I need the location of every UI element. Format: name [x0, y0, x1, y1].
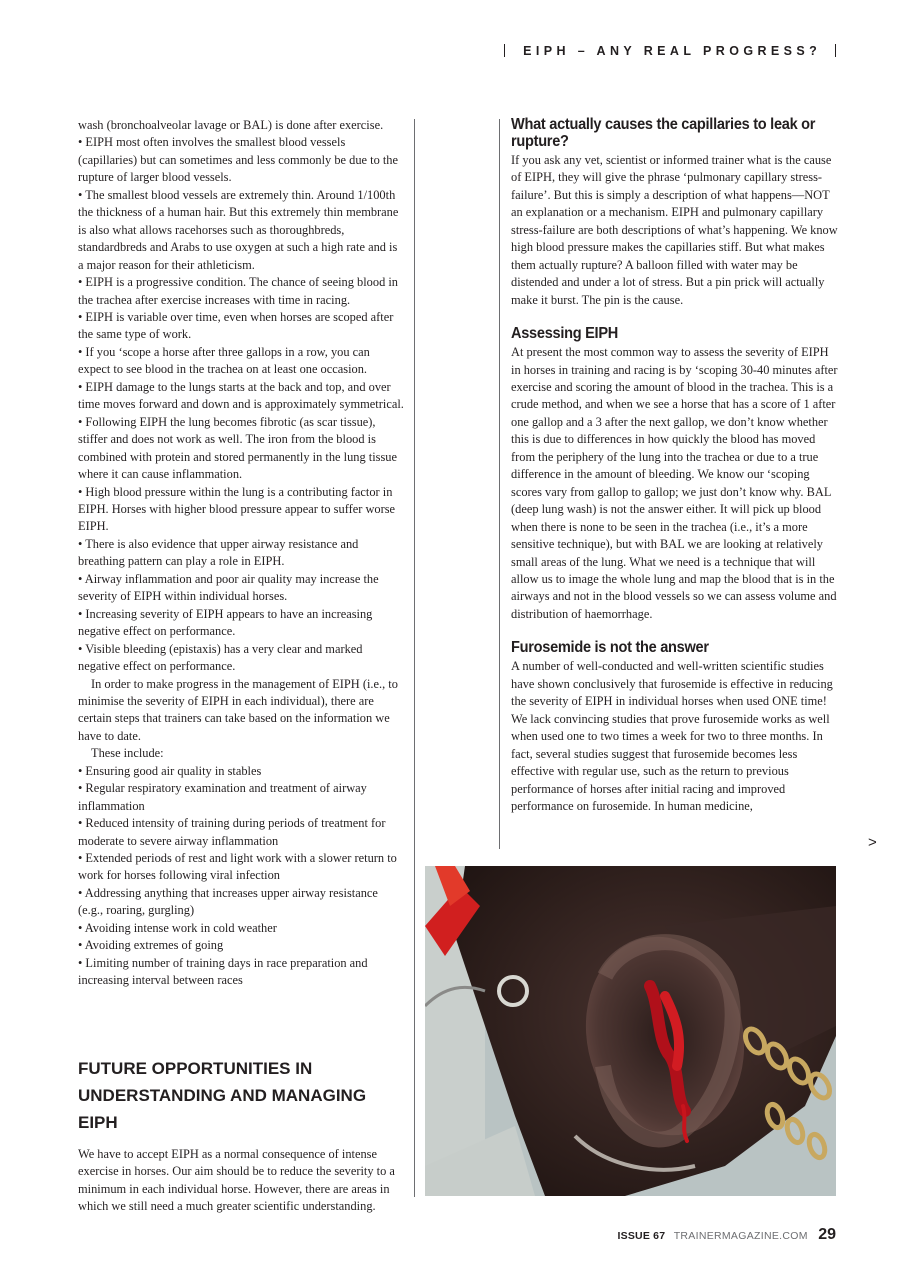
- right-column-rule: [499, 119, 500, 849]
- bullet-item: • There is also evidence that upper airway resistance and breathing pattern can play a role in EIPH.: [78, 536, 359, 569]
- footer-issue: ISSUE 67: [617, 1230, 666, 1242]
- horse-photo-illustration: [425, 866, 836, 1196]
- header-bar-left: [504, 44, 505, 57]
- left-column-rule: [414, 119, 415, 1197]
- causes-heading: What actually causes the capillaries to leak or rupture?: [511, 116, 816, 150]
- page-number: 29: [818, 1226, 836, 1243]
- bullet-item: • Increasing severity of EIPH appears to have an increasing negative effect on performance.: [78, 606, 373, 639]
- future-heading-line2: UNDERSTANDING AND MANAGING EIPH: [78, 1086, 367, 1132]
- horse-nostril-photo: [425, 866, 836, 1196]
- step-item: • Addressing anything that increases upper airway resistance (e.g., roaring, gurgling): [78, 885, 378, 918]
- bullet-item: • Airway inflammation and poor air quality may increase the severity of EIPH within individual horses.: [78, 571, 379, 604]
- bullet-item: • High blood pressure within the lung is a contributing factor in EIPH. Horses with higher blood pressure appear to suffer worse EIPH.: [78, 484, 396, 534]
- continue-arrow-icon[interactable]: >: [868, 834, 877, 851]
- header-bar-right: [835, 44, 836, 57]
- right-column: [511, 116, 841, 815]
- left-column: [78, 117, 404, 990]
- bullet-item: • The smallest blood vessels are extremely thin. Around 1/100th the thickness of a human hair. But this extremely thin membrane is also what allows racehorses such as thoroughbreds, standardbreds and Arabs to use oxygen at such a high rate and is a major reason for their athleticism.: [78, 187, 399, 272]
- bullet-item: • EIPH is variable over time, even when horses are scoped after the same type of work.: [78, 309, 394, 342]
- future-heading-line1: FUTURE OPPORTUNITIES IN: [78, 1059, 313, 1078]
- step-item: • Reduced intensity of training during periods of treatment for moderate to severe airway inflammation: [78, 816, 386, 848]
- assessing-body: At present the most common way to assess the severity of EIPH in horses in training and racing is by ‘scoping 30-40 minutes after exercise and scoring the amount of blood in the trachea. This is a crude method, and when we see a horse that has a score of 1 after one gallop and a 3 after the next gallop, we don’t know whether this is due to differences in how quickly the blood has moved from the periphery of the lung into the trachea or due to a true difference in the amount of bleeding. We know our ‘scoping scores vary from gallop to gallop; we just don’t know why. BAL (deep lung wash) is not the answer either. It will pick up blood when there is none to be seen in the trachea (i.e., it’s a more sensitive technique), but with BAL we are looking at relatively small areas of the lung. What we need is a technique that will allow us to image the whole lung and map the blood that is in the airways and not in the blood vessels so we can assess volume and distribution of haemorrhage.: [511, 345, 838, 621]
- step-item: • Avoiding intense work in cold weather: [78, 920, 277, 935]
- progress-paragraph: In order to make progress in the management of EIPH (i.e., to minimise the severity of EIPH in each individual), there are certain steps that trainers can take based on the information we have to date.: [78, 676, 398, 743]
- causes-body: If you ask any vet, scientist or informed trainer what is the cause of EIPH, they will give the phrase ‘pulmonary capillary stress-failure’. But this is simply a description of what happens—NOT an explanation or a mechanism. EIPH and pulmonary capillary stress-failure are both descriptions of what’s happening. We know high blood pressure makes the capillaries stiff. But what makes them actually rupture? A balloon filled with water may be distended and under a lot of stress. But a pin prick will actually make it burst. The pin is the cause.: [511, 153, 838, 307]
- bullet-item: • Following EIPH the lung becomes fibrotic (as scar tissue), stiffer and does not work as well. The iron from the blood is combined with protein and stored permanently in the lung tissue where it can cause inflammation.: [78, 414, 397, 482]
- page-footer: [618, 1226, 836, 1244]
- step-item: • Avoiding extremes of going: [78, 938, 224, 953]
- footer-site[interactable]: TRAINERMAGAZINE.COM: [673, 1230, 808, 1242]
- header-title: EIPH – ANY REAL PROGRESS?: [523, 44, 822, 58]
- include-label: These include:: [91, 746, 164, 761]
- bullet-item: • EIPH most often involves the smallest blood vessels (capillaries) but can sometimes and less commonly be due to the rupture of larger blood vessels.: [78, 135, 399, 185]
- step-item: • Ensuring good air quality in stables: [78, 763, 262, 778]
- step-item: • Regular respiratory examination and treatment of airway inflammation: [78, 781, 367, 813]
- bullet-item: • If you ‘scope a horse after three gallops in a row, you can expect to see blood in the trachea on at least one occasion.: [78, 344, 370, 377]
- bullet-item: • EIPH is a progressive condition. The chance of seeing blood in the trachea after exercise increases with time in racing.: [78, 275, 398, 307]
- running-header: [504, 44, 836, 58]
- step-item: • Extended periods of rest and light work with a slower return to work for horses following viral infection: [78, 851, 397, 883]
- step-item: • Limiting number of training days in race preparation and increasing interval between races: [78, 955, 368, 988]
- future-body: We have to accept EIPH as a normal consequence of intense exercise in horses. Our aim should be to reduce the severity to a minimum in each individual horse. However, there are areas in which we still need a much greater scientific understanding.: [78, 1147, 395, 1214]
- furosemide-body: A number of well-conducted and well-written scientific studies have shown conclusively that furosemide is effective in reducing the severity of EIPH in individual horses when used ONE time! We lack convincing studies that prove furosemide works as well when used one to two times a week for two to three months. In fact, several studies suggest that furosemide becomes less effective with regular use, such as the return to previous performance of horses after initial racing and improved performance on furosemide. In human medicine,: [511, 659, 833, 813]
- left-line: wash (bronchoalveolar lavage or BAL) is done after exercise.: [78, 118, 384, 132]
- furosemide-heading: Furosemide is not the answer: [511, 639, 709, 657]
- future-section: [78, 1055, 408, 1216]
- assessing-heading: Assessing EIPH: [511, 325, 618, 343]
- bullet-item: • EIPH damage to the lungs starts at the back and top, and over time moves forward and down and is approximately symmetrical.: [78, 379, 404, 412]
- bullet-item: • Visible bleeding (epistaxis) has a very clear and marked negative effect on performance.: [78, 641, 363, 674]
